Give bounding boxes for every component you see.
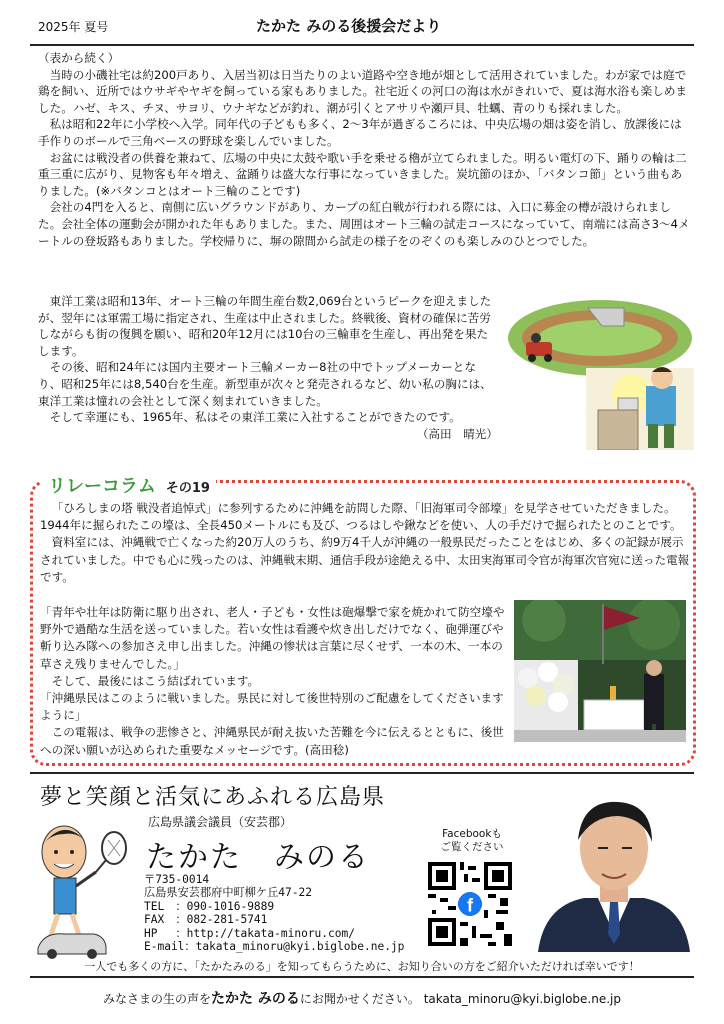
memorial-ceremony-photo <box>514 600 686 742</box>
slogan: 夢と笑顔と活気にあふれる広島県 <box>40 785 386 810</box>
article-paragraph: 私は昭和22年に小学校へ入学。同年代の子どもも多く、2～3年が過ぎるころには、中央広場の畑は姿を消し、放課後には手作りのボールで三角ベースの野球を楽しんでいました。 <box>38 117 682 148</box>
contact-info <box>144 873 404 953</box>
newsletter-title: たかた みのる後援会だより <box>256 17 442 35</box>
svg-text:f: f <box>467 895 473 916</box>
facebook-qr-code[interactable] <box>428 862 512 946</box>
relay-paragraph: 「ひろしまの塔 戦没者追悼式」に参列するために沖縄を訪問した際、「旧海軍司令部壕」を見学させていただきました。1944年に掘られたこの壕は、全長450メートルにも及び、つるはしや鍬などを使い、人の手だけで掘られたとのことです。 <box>40 501 682 533</box>
footer-divider <box>30 772 694 774</box>
homepage-link[interactable]: HP ：http://takata-minoru.com/ <box>144 926 355 940</box>
relay-paragraph: この電報は、戦争の悲惨さと、沖縄県民が耐え抜いた苦難を今に伝えるとともに、後世への深い願いが込められた重要なメッセージです。(高田稔) <box>40 725 504 757</box>
contact-invitation <box>30 988 694 1008</box>
caricature-illustration <box>34 812 140 960</box>
invitation-pre: みなさまの生の声を <box>102 992 211 1006</box>
article-paragraph: お盆には戦没者の供養を兼ねて、広場の中央に太鼓や歌い手を乗せる櫓が立てられました。明るい電灯の下、踊りの輪は二重三重に広がり、見物客も年々増え、盆踊りは盛大な行事になっていきました。炭坑節のほか、「バタンコ節」という曲もありました。(※バタンコとはオート三輪のことです) <box>38 150 687 198</box>
article-paragraph: 東洋工業は昭和13年、オート三輪の年間生産台数2,069台というピークを迎えましたが、翌年には軍需工場に指定され、生産は中止されました。終戦後、資材の確保に苦労しながらも街の復興を願い、昭和20年12月には10台の三輪車を生産し、再出発を果たします。 <box>38 294 492 358</box>
article-body-lower <box>38 293 498 442</box>
article-paragraph: そして幸運にも、1965年、私はその東洋工業に入社することができたのです。 <box>49 410 461 425</box>
article-signature: （高田 晴光） <box>416 426 498 441</box>
continued-note: （表から続く） <box>38 51 120 65</box>
newsletter-header <box>30 14 694 36</box>
invitation-post: にお聞かせください。 takata_minoru@kyi.biglobe.ne.jp <box>299 992 621 1006</box>
article-paragraph: 当時の小磯社宅は約200戸あり、入居当初は日当たりのよい道路や空き地が畑として活用されていました。わが家では庭で鶏を飼い、近所ではウサギやヤギを飼っている家もありました。社宅近くの河口の海は水がきれいで、夏は海水浴も楽しめました。ハゼ、キス、チヌ、サヨリ、ウナギなどが釣れ、潮が引くとアサリや瀬戸貝、牡蠣、青のりも採れました。 <box>38 67 688 115</box>
issue-label: 2025年 夏号 <box>38 20 109 34</box>
facebook-note <box>432 828 512 854</box>
relay-quote: 「沖縄県民はこのように戦いました。県民に対して後世特別のご配慮をしてくださいますように」 <box>40 691 504 723</box>
article-body <box>38 50 693 249</box>
facebook-line1: Facebookも <box>442 828 502 840</box>
bottom-divider <box>30 976 694 978</box>
relay-paragraph: 資料室には、沖縄戦で亡くなった約20万人のうち、約9万4千人が沖縄の一般県民だったことをはじめ、多くの記録が展示されていました。中でも心に残ったのは、沖縄戦末期、通信手段が途絶える中、太田実海軍司令官が海軍次官宛に送った電報です。 <box>40 535 690 584</box>
invitation-name: たかた みのる <box>211 991 300 1007</box>
relay-title-text: リレーコラム <box>48 476 156 497</box>
relay-paragraph: そして、最後にはこう結ばれています。 <box>51 673 260 688</box>
relay-column-body <box>40 500 692 586</box>
referral-note: 一人でも多くの方に、「たかたみのる」を知ってもらうために、お知り合いの方をご紹介いただければ幸いです！ <box>84 960 640 973</box>
header-divider <box>30 44 694 46</box>
facebook-line2: ご覧ください <box>440 841 504 853</box>
article-paragraph: その後、昭和24年には国内主要オート三輪メーカー8社の中でトップメーカーとなり、昭和25年には8,540台を生産。新型車が次々と発売されるなど、幼い私の胸には、東洋工業は憧れの会社として深く刻まれていきました。 <box>38 360 492 408</box>
fax: FAX ：082-281-5741 <box>144 913 268 927</box>
article-paragraph: 会社の4門を入ると、南側に広いグラウンドがあり、カープの紅白戦が行われる際には、入口に募金の樽が設けられました。会社全体の運動会が開かれた年もありました。また、周囲はオート三輪の試走コースになっていて、南端には高さ3～4メートルの登坂路もありました。学校帰りに、塀の隙間から試走の様子をのぞくのも楽しみのひとつでした。 <box>38 200 690 248</box>
race-track-illustration <box>506 298 694 450</box>
tel: TEL ：090-1016-9889 <box>144 899 275 913</box>
profile-name: たかた みのる <box>146 840 370 875</box>
relay-column-title <box>42 472 216 498</box>
relay-number: その19 <box>165 481 210 496</box>
profile-role: 広島県議会議員（安芸郡） <box>148 815 293 829</box>
postal-code: 〒735-0014 <box>144 873 210 886</box>
relay-column-body-narrow <box>40 604 510 759</box>
address: 広島県安芸郡府中町柳ケ丘47-22 <box>144 886 312 900</box>
relay-quote: 「青年や壮年は防衛に駆り出され、老人・子ども・女性は砲爆撃で家を焼かれて防空壕や野外で過酷な生活を送っていました。若い女性は看護や炊き出しだけでなく、砲弾運びや斬り込み隊への参加さえ申し出ました。沖縄の惨状は言葉に尽くせず、一本の木、一本の草さえ残りませんでした。」 <box>40 605 505 671</box>
email-link[interactable]: E-mail：takata_minoru@kyi.biglobe.ne.jp <box>144 940 405 954</box>
portrait-photo <box>534 784 694 952</box>
